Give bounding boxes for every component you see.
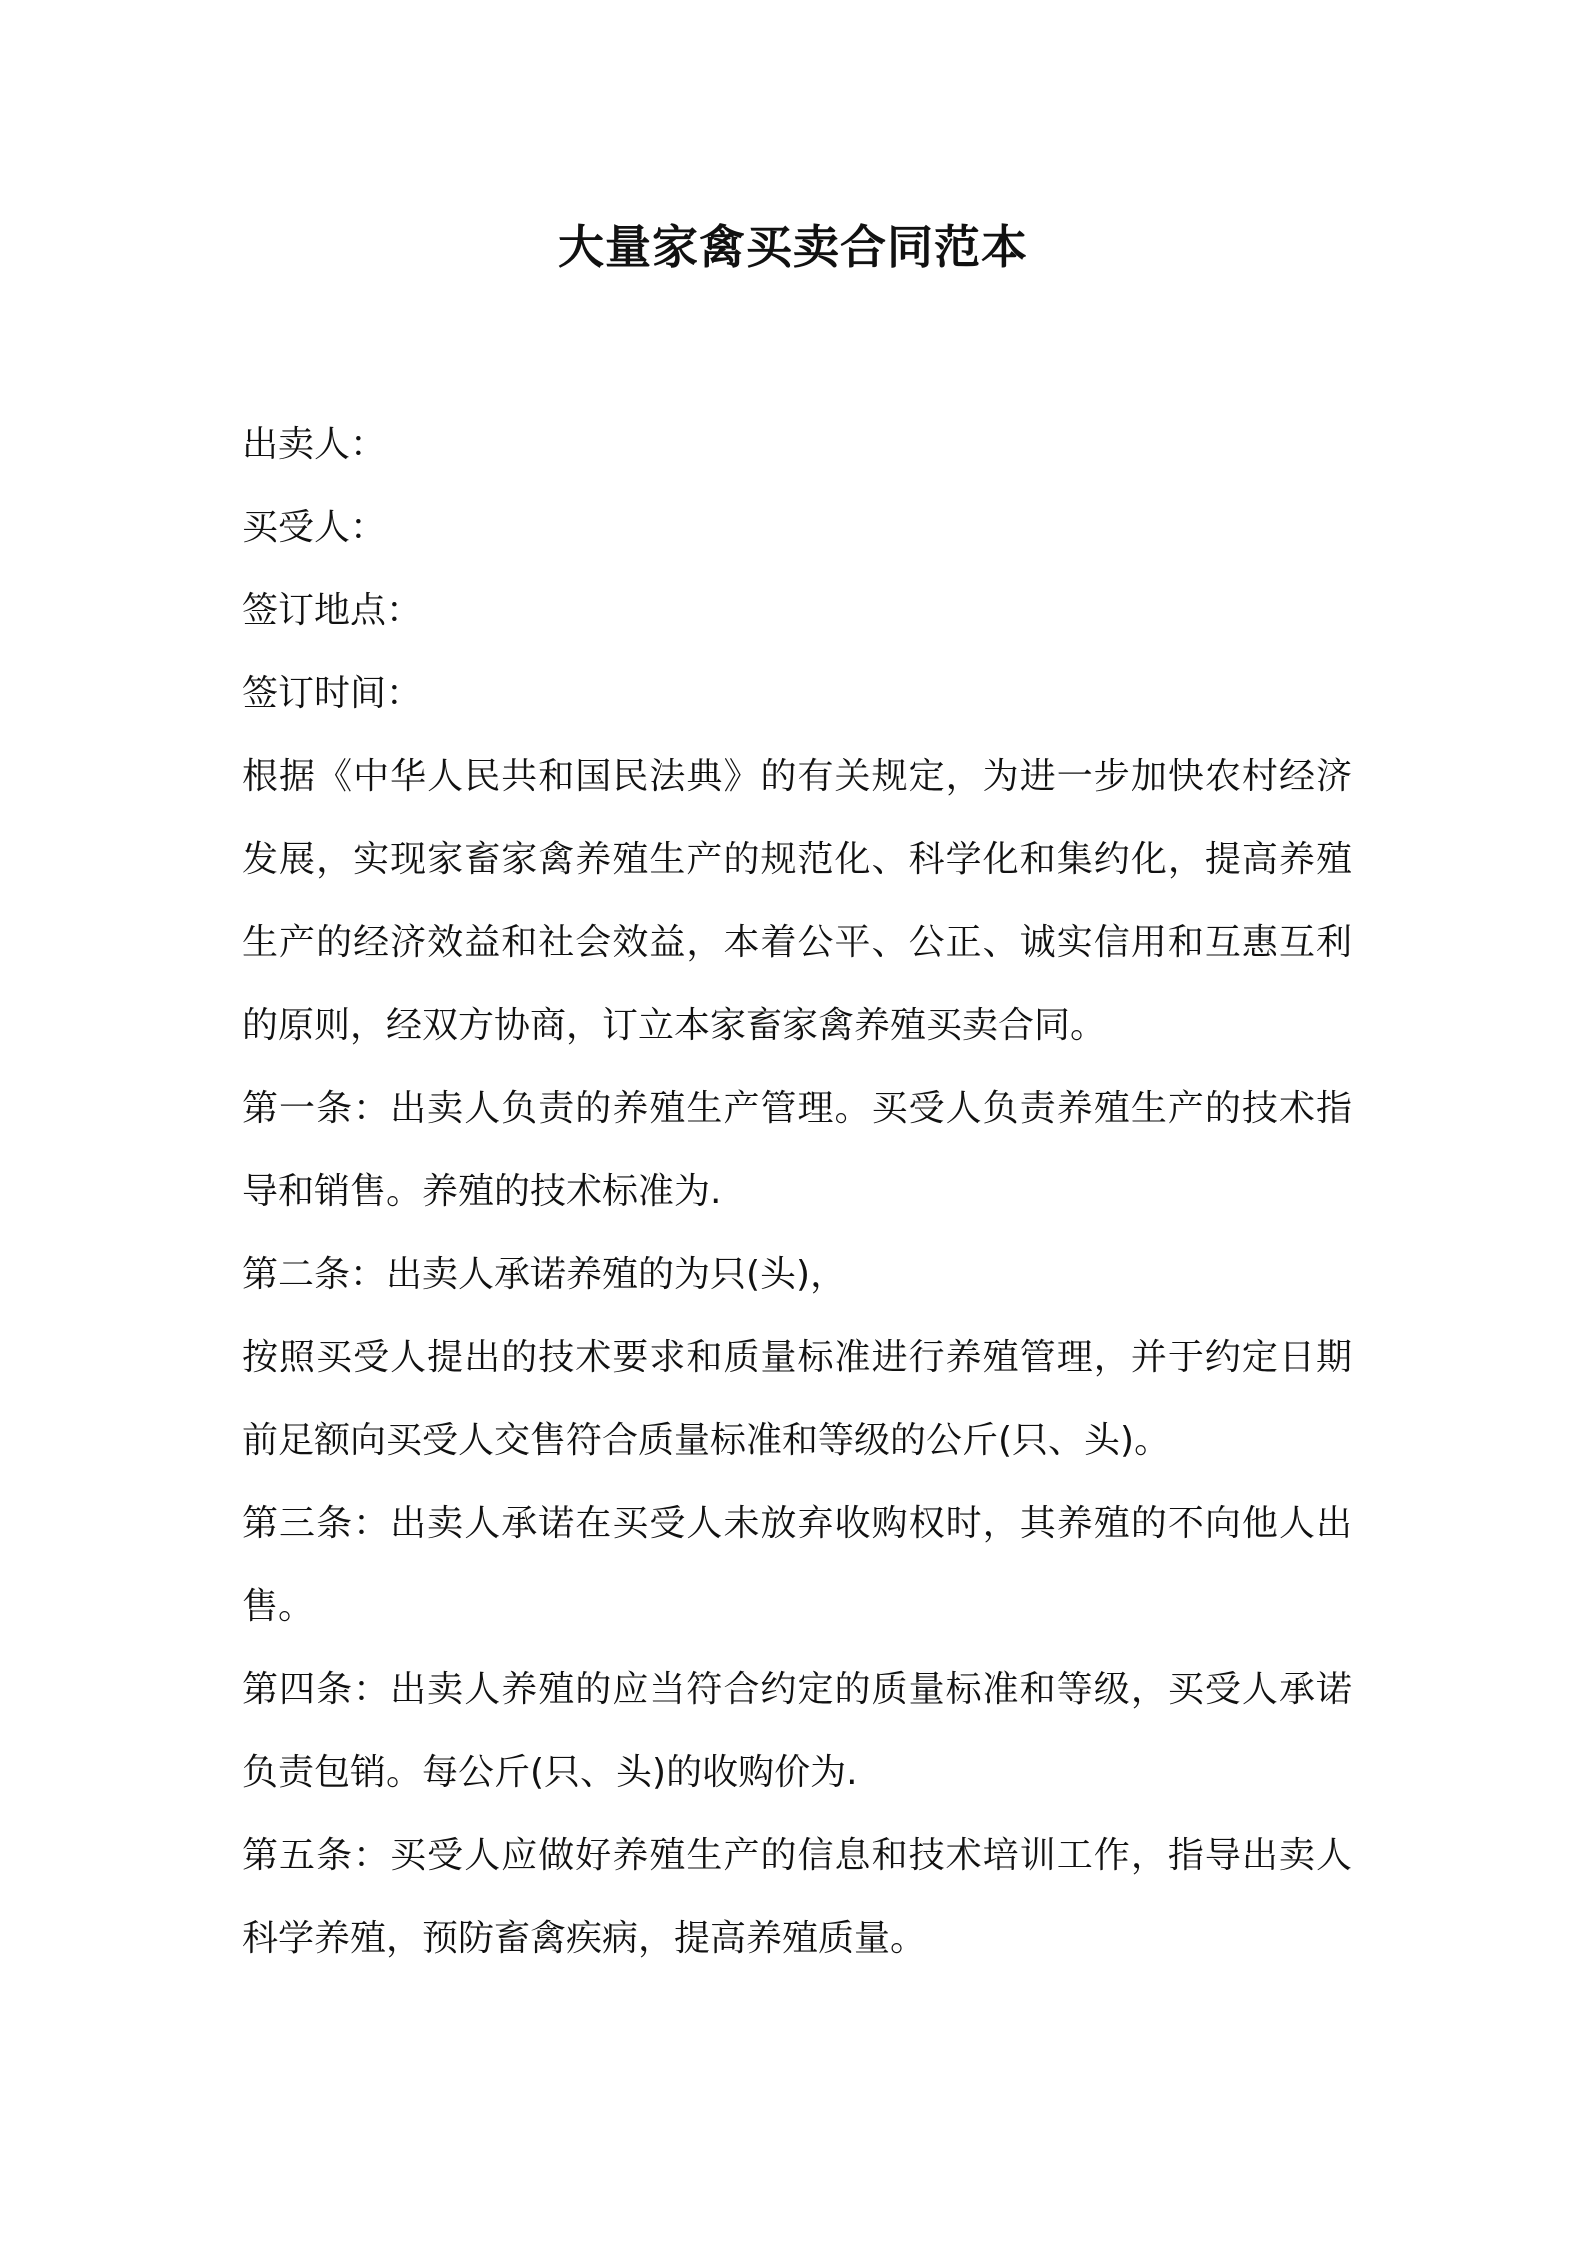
article-5: 第五条：买受人应做好养殖生产的信息和技术培训工作，指导出卖人科学养殖，预防畜禽疾病，提高养殖质量。: [242, 1835, 1352, 1959]
seller-field: 出卖人：: [242, 424, 387, 465]
preamble-paragraph: 根据《中华人民共和国民法典》的有关规定，为进一步加快农村经济发展，实现家畜家禽养殖生产的规范化、科学化和集约化，提高养殖生产的经济效益和社会效益，本着公平、公正、诚实信用和互惠互利的原则，经双方协商，订立本家畜家禽养殖买卖合同。: [242, 756, 1352, 1046]
article-2-continuation: 按照买受人提出的技术要求和质量标准进行养殖管理，并于约定日期前足额向买受人交售符合质量标准和等级的公斤(只、头)。: [242, 1337, 1352, 1461]
signing-place-field: 签订地点：: [242, 590, 423, 631]
document-body: [242, 403, 1352, 1980]
article-3: 第三条：出卖人承诺在买受人未放弃收购权时，其养殖的不向他人出售。: [242, 1503, 1352, 1627]
document-title: 大量家禽买卖合同范本: [558, 220, 1028, 274]
article-4: 第四条：出卖人养殖的应当符合约定的质量标准和等级，买受人承诺负责包销。每公斤(只、头)的收购价为.: [242, 1669, 1352, 1793]
buyer-field: 买受人：: [242, 507, 387, 548]
signing-time-field: 签订时间：: [242, 673, 423, 714]
article-1: 第一条：出卖人负责的养殖生产管理。买受人负责养殖生产的技术指导和销售。养殖的技术标准为.: [242, 1088, 1352, 1212]
article-2: 第二条：出卖人承诺养殖的为只(头)，: [242, 1254, 847, 1295]
